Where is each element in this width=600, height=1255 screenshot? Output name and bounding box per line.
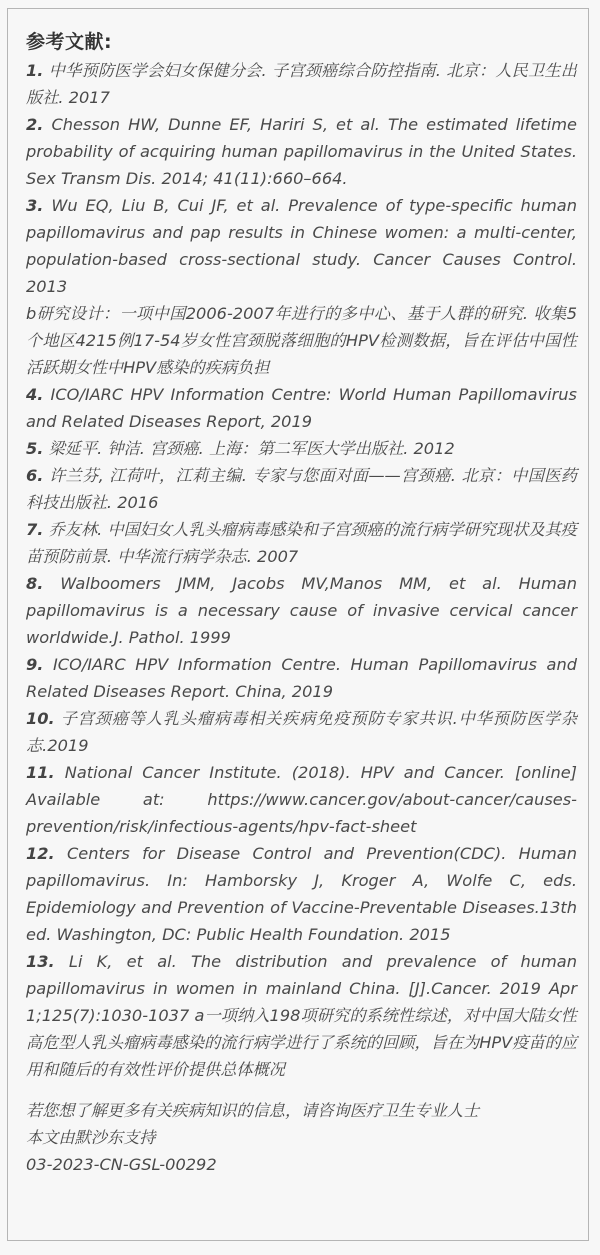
reference-number: 4. <box>26 385 44 404</box>
reference-number: 6. <box>26 466 44 485</box>
reference-text: Wu EQ, Liu B, Cui JF, et al. Prevalence of type-specific human papillomavirus and pap results in Chinese women: a multi-center, population-based cross-sectional study. Cancer Causes Control. 2013 <box>26 196 577 296</box>
reference-number: 10. <box>26 709 55 728</box>
reference-note: b研究设计：一项中国2006-2007年进行的多中心、基于人群的研究. 收集5个地区4215例17-54岁女性宫颈脱落细胞的HPV检测数据，旨在评估中国性活跃期女性中HPV感染的疾病负担 <box>26 304 577 377</box>
reference-item <box>26 435 577 462</box>
reference-item <box>26 462 577 516</box>
reference-text: 许兰芬, 江荷叶，江莉主编. 专家与您面对面——宫颈癌. 北京：中国医药科技出版社. 2016 <box>26 466 577 512</box>
reference-text: ICO/IARC HPV Information Centre. Human Papillomavirus and Related Diseases Report. China, 2019 <box>26 655 577 701</box>
reference-item <box>26 111 577 192</box>
reference-number: 2. <box>26 115 44 134</box>
reference-item <box>26 651 577 705</box>
reference-number: 8. <box>26 574 44 593</box>
reference-text: 中华预防医学会妇女保健分会. 子宫颈癌综合防控指南. 北京：人民卫生出版社. 2017 <box>26 61 577 107</box>
references-heading: 参考文献: <box>26 31 113 53</box>
reference-text: 子宫颈癌等人乳头瘤病毒相关疾病免疫预防专家共识.中华预防医学杂志.2019 <box>26 709 577 755</box>
reference-text: ICO/IARC HPV Information Centre: World Human Papillomavirus and Related Diseases Report, 2019 <box>26 385 577 431</box>
reference-number: 3. <box>26 196 44 215</box>
reference-item <box>26 570 577 651</box>
reference-list <box>26 57 577 1083</box>
document-frame <box>7 8 589 1241</box>
reference-text: Walboomers JMM, Jacobs MV,Manos MM, et al. Human papillomavirus is a necessary cause of invasive cervical cancer worldwide.J. Pathol. 1999 <box>26 574 577 647</box>
reference-number: 1. <box>26 61 44 80</box>
reference-item <box>26 759 577 840</box>
reference-item <box>26 840 577 948</box>
consult-advice-text: 若您想了解更多有关疾病知识的信息，请咨询医疗卫生专业人士 <box>26 1101 480 1120</box>
reference-item <box>26 381 577 435</box>
reference-number: 11. <box>26 763 55 782</box>
reference-item <box>26 57 577 111</box>
reference-text: 梁延平. 钟洁. 宫颈癌. 上海：第二军医大学出版社. 2012 <box>48 439 455 458</box>
reference-text: Centers for Disease Control and Prevention(CDC). Human papillomavirus. In: Hamborsky J, Kroger A, Wolfe C, eds. Epidemiology and Prevention of Vaccine-Preventable Diseases.13th ed. Washington, DC: Public Health Foundation. 2015 <box>26 844 577 944</box>
reference-item <box>26 516 577 570</box>
reference-item <box>26 705 577 759</box>
reference-number: 12. <box>26 844 55 863</box>
reference-number: 5. <box>26 439 44 458</box>
reference-text: Li K, et al. The distribution and prevalence of human papillomavirus in women in mainland China. [J].Cancer. 2019 Apr 1;125(7):1030-1037 a一项纳入198项研究的系统性综述，对中国大陆女性高危型人乳头瘤病毒感染的流行病学进行了系统的回顾，旨在为HPV疫苗的应用和随后的有效性评价提供总体概况 <box>26 952 578 1079</box>
document-code: 03-2023-CN-GSL-00292 <box>26 1155 217 1174</box>
reference-text: Chesson HW, Dunne EF, Hariri S, et al. The estimated lifetime probability of acquiring human papillomavirus in the United States. Sex Transm Dis. 2014; 41(11):660–664. <box>26 115 577 188</box>
reference-text: National Cancer Institute. (2018). HPV and Cancer. [online] Available at: https://www.cancer.gov/about-cancer/causes-prevention/risk/infectious-agents/hpv-fact-sheet <box>26 763 577 836</box>
reference-item <box>26 192 577 300</box>
reference-text: 乔友林. 中国妇女人乳头瘤病毒感染和子宫颈癌的流行病学研究现状及其疫苗预防前景. 中华流行病学杂志. 2007 <box>26 520 577 566</box>
reference-number: 9. <box>26 655 44 674</box>
sponsor-text: 本文由默沙东支持 <box>26 1128 156 1147</box>
reference-item <box>26 948 577 1083</box>
reference-number: 13. <box>26 952 55 971</box>
references-section <box>26 27 577 1178</box>
footer-notes <box>26 1097 577 1178</box>
reference-number: 7. <box>26 520 44 539</box>
